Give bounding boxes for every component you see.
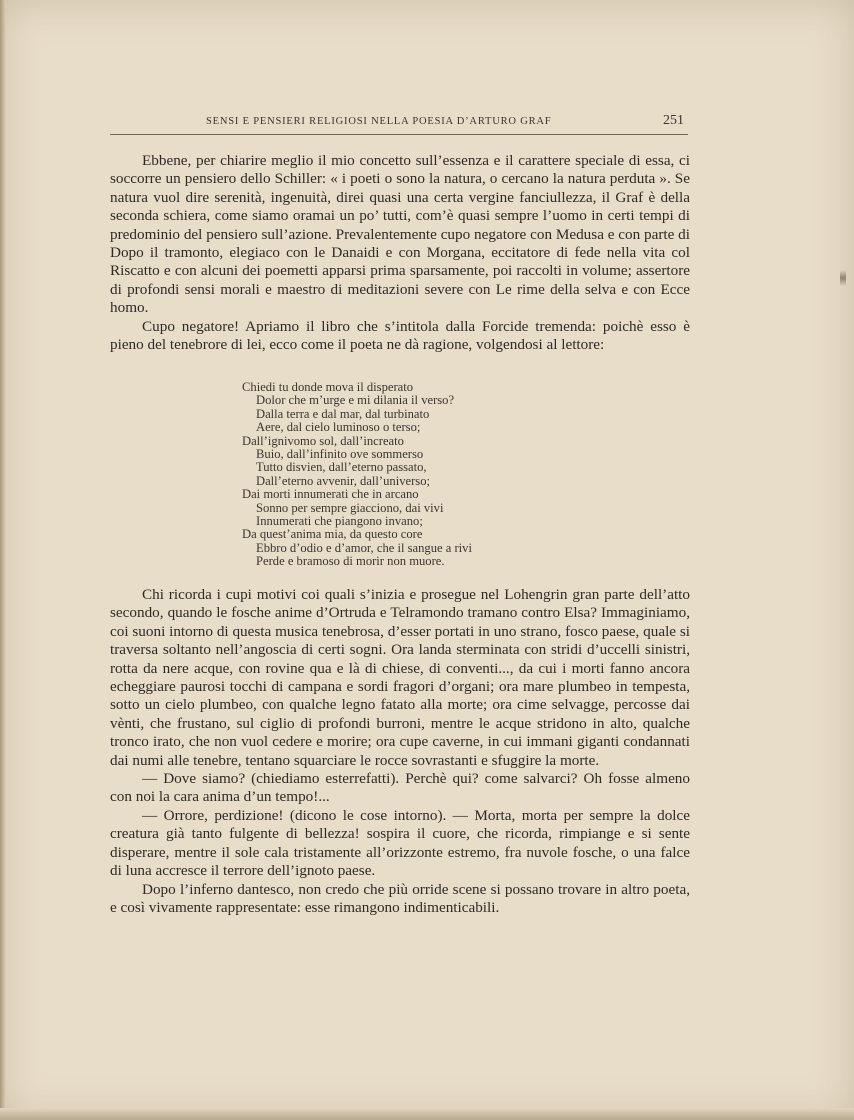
poem-line: Da quest’anima mia, da questo core [242,527,423,542]
poem-line: Ebbro d’odio e d’amor, che il sangue a rivi [256,540,472,555]
page-header [110,112,688,135]
poem-line: Dall’eterno avvenir, dall’universo; [256,473,430,488]
poem-line: Aere, dal cielo luminoso o terso; [256,420,421,435]
page-bottom-edge [0,1108,854,1120]
paragraph: Dopo l’inferno dantesco, non credo che più orride scene si possano trovare in altro poeta, e così vivamente rappresentate: esse rimangono indimenticabili. [110,880,690,916]
poem-line: Dall’ignivomo sol, dall’increato [242,433,404,448]
poem-quotation [242,381,572,569]
poem-line: Innumerati che piangono invano; [256,514,423,529]
body-text-top [110,152,690,354]
paragraph: — Dove siamo? (chiediamo esterrefatti). Perchè qui? come salvarci? Oh fosse almeno con noi la cara anima d’un tempo!... [110,770,690,806]
poem-line: Dolor che m’urge e mi dilania il verso? [256,393,455,408]
body-text-bottom [110,586,690,917]
paragraph: Cupo negatore! Apriamo il libro che s’intitola dalla Forcide tremenda: poichè esso è pieno del tenebrore di lei, ecco come il poeta ne dà ragione, volgendosi al lettore: [110,317,690,354]
poem-line: Buio, dall’infinito ove sommerso [256,447,424,462]
poem-line: Tutto disvien, dall’eterno passato, [256,460,427,475]
poem-line: Dalla terra e dal mar, dal turbinato [256,406,430,421]
margin-mark [840,270,846,286]
poem-line: Perde e bramoso di morir non muore. [256,554,445,569]
poem-line: Sonno per sempre giacciono, dai vivi [256,500,444,515]
paragraph: — Orrore, perdizione! (dicono le cose intorno). — Morta, morta per sempre la dolce creatura già tanto fulgente di bellezza! sospira il cuore, che ricorda, rimpiange e si sente disperare, mentre il sole cala tristamente all’orizzonte estremo, fra nuvole fosche, o una falce di luna accresce il terrore dell’ignoto paese. [110,806,690,880]
poem-line: Dai morti innumerati che in arcano [242,487,419,502]
poem-line: Chiedi tu donde mova il disperato [242,380,414,394]
page-number: 251 [663,113,684,128]
page-left-edge [0,0,6,1120]
paragraph: Ebbene, per chiarire meglio il mio concetto sull’essenza e il carattere speciale di essa, ci soccorre un pensiero dello Schiller: « i poeti o sono la natura, o cercano la natura perduta ». Se natura vuol dire serenità, ingenuità, direi quasi una certa vergine fanciullezza, il Graf è della seconda schiera, come siamo oramai un po’ tutti, com’è quasi sempre l’uomo in certi tempi di predominio del pensiero sull’azione. Prevalentemente cupo negatore con Medusa e con parte di Dopo il tramonto, elegiaco con le Danaidi e con Morgana, eccitatore di fede nella vita col Riscatto e con alcuni dei poemetti apparsi prima sparsamente, poi raccolti in volume; assertore di profondi sensi morali e maestro di meditazioni severe con Le rime della selva e con Ecce homo. [110,152,690,317]
paragraph: Chi ricorda i cupi motivi coi quali s’inizia e prosegue nel Lohengrin gran parte dell’atto secondo, quando le fosche anime d’Ortruda e Telramondo tramano contro Elsa? Immaginiamo, coi suoni intorno di questa musica tenebrosa, d’esser portati in uno strano, fosco paese, quale si traversa soltanto nell’angoscia di certi sogni. Ora landa sterminata con stridi d’uccelli sinistri, rotta da nere acque, con rovine qua e là di chiese, di conventi..., da cui i morti fanno ancora echeggiare paurosi tocchi di campana e sordi fragori d’organi; ora mare plumbeo in tempesta, sotto un cielo plumbeo, con qualche legno fatato alla morte; ora cime selvagge, percosse dai vènti, che frustano, sul ciglio di profondi burroni, mentre le acque stridono in alto, qualche tronco irato, che non vuol cedere e morire; ora cupe caverne, in cui immani giganti condannati dai numi alle tenebre, tentano squarciare le rocce sovrastanti e sfuggire la morte. [110,586,690,769]
running-title: SENSI E PENSIERI RELIGIOSI NELLA POESIA D’ARTURO GRAF [206,116,552,127]
